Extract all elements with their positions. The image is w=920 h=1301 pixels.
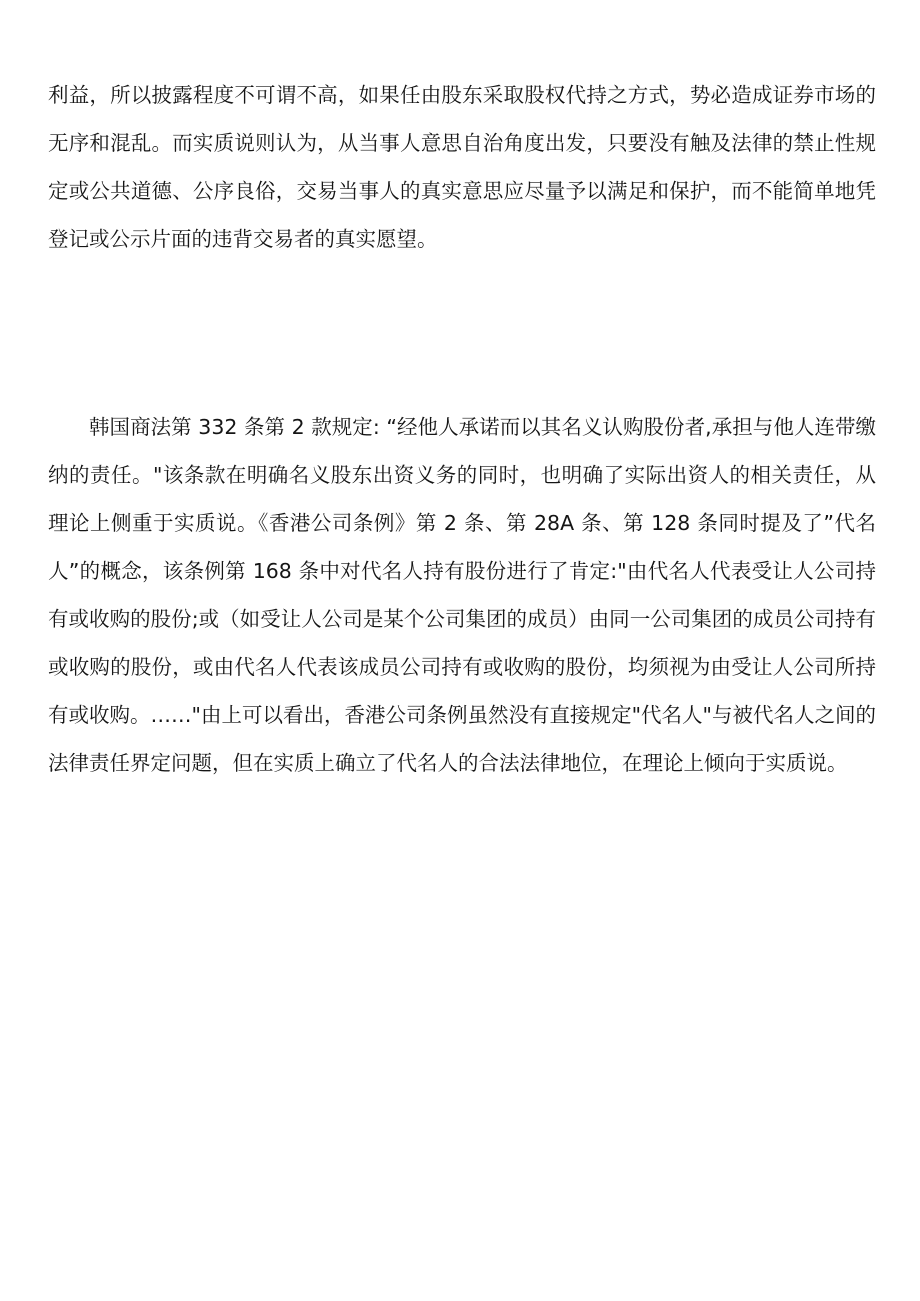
paragraph-korea-hongkong-law: 韩国商法第 332 条第 2 款规定: “经他人承诺而以其名义认购股份者,承担与他人连带缴纳的责任。"该条款在明确名义股东出资义务的同时，也明确了实际出资人的相关责任，从理论上侧重于实质说。《香港公司条例》第 2 条、第 28A 条、第 128 条同时提及了”代名人”的概念，该条例第 168 条中对代名人持有股份进行了肯定:"由代名人代表受让人公司持有或收购的股份;或（如受让人公司是某个公司集团的成员）由同一公司集团的成员公司持有或收购的股份，或由代名人代表该成员公司持有或收购的股份，均须视为由受让人公司所持有或收购。……"由上可以看出，香港公司条例虽然没有直接规定"代名人"与被代名人之间的法律责任界定问题，但在实质上确立了代名人的合法法律地位，在理论上倾向于实质说。: [48, 415, 876, 775]
paragraph-substantive-theory: 利益，所以披露程度不可谓不高，如果任由股东采取股权代持之方式，势必造成证券市场的无序和混乱。而实质说则认为，从当事人意思自治角度出发，只要没有触及法律的禁止性规定或公共道德、公序良俗，交易当事人的真实意思应尽量予以满足和保护，而不能简单地凭登记或公示片面的违背交易者的真实愿望。: [48, 83, 876, 251]
